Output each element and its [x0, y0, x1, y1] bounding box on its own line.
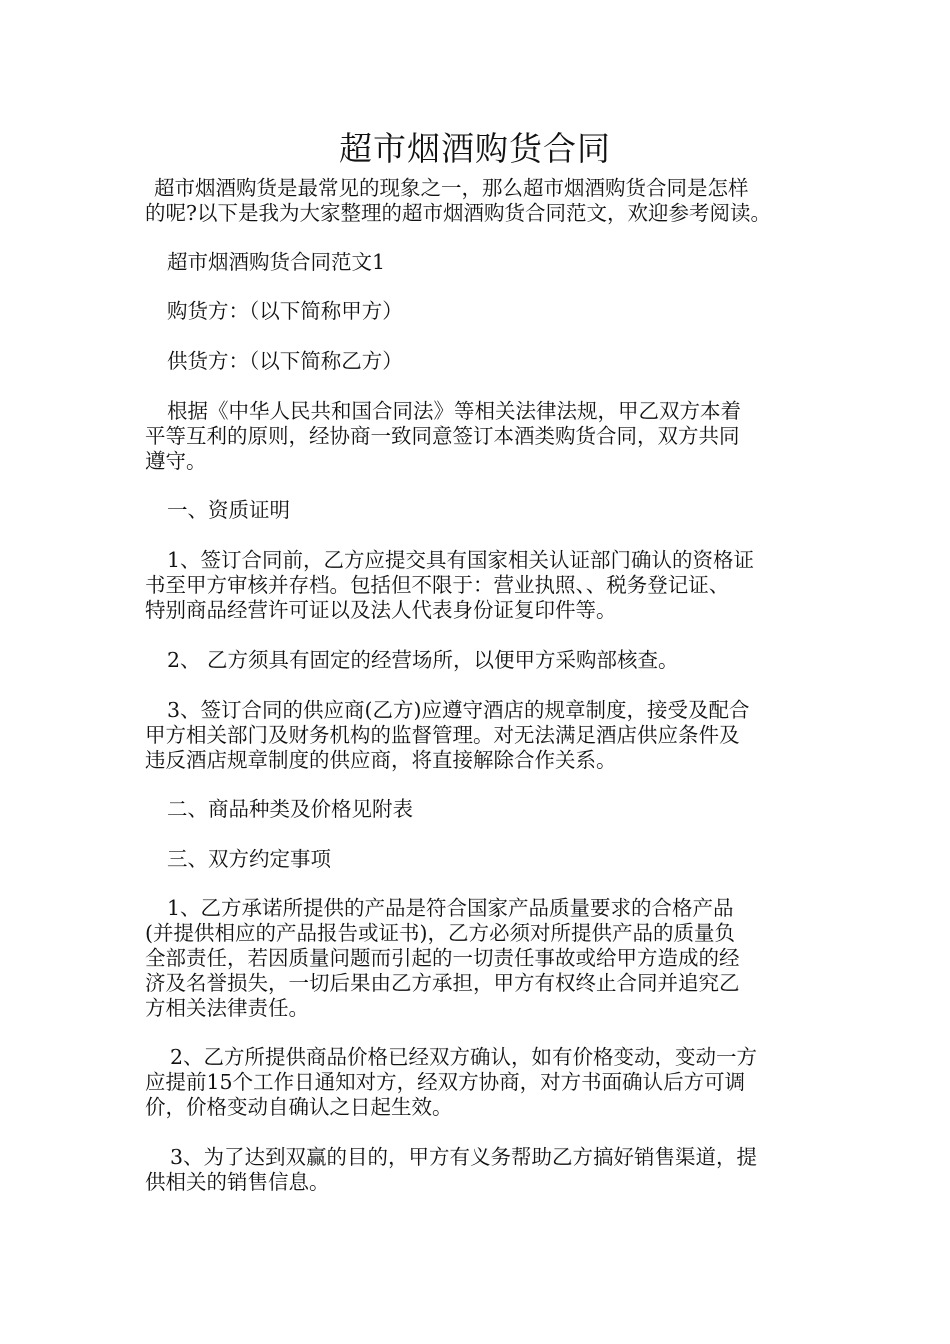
supplier-line: [145, 349, 815, 374]
text-line: 全部责任，若因质量问题而引起的一切责任事故或给甲方造成的经: [145, 946, 740, 970]
text-line: 甲方相关部门及财务机构的监督管理。对无法满足酒店供应条件及: [145, 723, 740, 747]
text-line: 书至甲方审核并存档。包括但不限于：营业执照、、税务登记证、: [145, 573, 730, 597]
text-line: 1、签订合同前，乙方应提交具有国家相关认证部门确认的资格证: [167, 548, 755, 572]
buyer-line: [145, 299, 815, 324]
text-line: 供货方：（以下简称乙方）: [167, 349, 403, 373]
text-line: 超市烟酒购货是最常见的现象之一，那么超市烟酒购货合同是怎样: [154, 176, 749, 200]
text-line: 2、 乙方须具有固定的经营场所，以便甲方采购部核查。: [167, 648, 679, 672]
text-line: (并提供相应的产品报告或证书)，乙方必须对所提供产品的质量负: [145, 921, 735, 945]
text-line: 济及名誉损失，一切后果由乙方承担，甲方有权终止合同并追究乙: [145, 971, 740, 995]
clause-1-1: [145, 548, 815, 623]
document-title: 超市烟酒购货合同: [339, 129, 611, 168]
text-line: 应提前15个工作日通知对方，经双方协商，对方书面确认后方可调: [145, 1070, 746, 1094]
text-line: 购货方：（以下简称甲方）: [167, 299, 403, 323]
text-line: 违反酒店规章制度的供应商，将直接解除合作关系。: [145, 748, 617, 772]
clause-1-3: [145, 698, 815, 773]
text-line: 遵守。: [145, 449, 207, 473]
text-line: 方相关法律责任。: [145, 996, 309, 1020]
text-line: 供相关的销售信息。: [145, 1170, 330, 1194]
text-line: 3、签订合同的供应商(乙方)应遵守酒店的规章制度，接受及配合: [167, 698, 750, 722]
preamble-paragraph: [145, 399, 815, 474]
text-line: 3、为了达到双赢的目的，甲方有义务帮助乙方搞好销售渠道，提: [170, 1145, 758, 1169]
text-line: 的呢?以下是我为大家整理的超市烟酒购货合同范文，欢迎参考阅读。: [145, 201, 771, 225]
intro-paragraph: [145, 176, 815, 226]
text-line: 1、乙方承诺所提供的产品是符合国家产品质量要求的合格产品: [167, 896, 734, 920]
heading-qualification: [145, 498, 815, 523]
text-line: 特别商品经营许可证以及法人代表身份证复印件等。: [145, 598, 617, 622]
clause-3-2: [145, 1045, 815, 1120]
text-line: 根据《中华人民共和国合同法》等相关法律法规，甲乙双方本着: [167, 399, 741, 423]
section-title: [145, 250, 815, 275]
clause-3-1: [145, 896, 815, 1021]
clause-3-3: [145, 1145, 815, 1195]
heading-products: [145, 797, 815, 822]
text-line: 价，价格变动自确认之日起生效。: [145, 1095, 453, 1119]
text-line: 二、商品种类及价格见附表: [167, 797, 413, 821]
text-line: 一、资质证明: [167, 498, 290, 522]
heading-agreements: [145, 847, 815, 872]
text-line: 三、双方约定事项: [167, 847, 331, 871]
text-line: 超市烟酒购货合同范文1: [167, 250, 386, 274]
text-line: 平等互利的原则，经协商一致同意签订本酒类购货合同，双方共同: [145, 424, 740, 448]
text-line: 2、乙方所提供商品价格已经双方确认，如有价格变动，变动一方: [170, 1045, 758, 1069]
clause-1-2: [145, 648, 815, 673]
